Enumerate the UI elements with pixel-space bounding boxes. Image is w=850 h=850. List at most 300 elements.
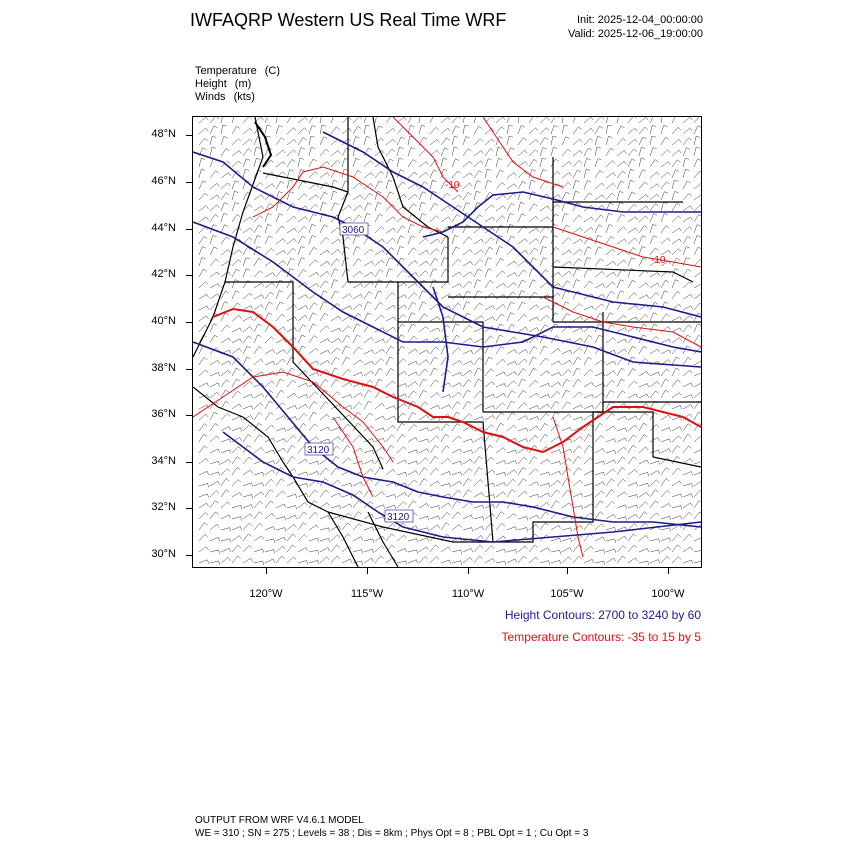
wind-barb	[507, 203, 515, 211]
wind-barb	[507, 292, 516, 299]
wind-barb	[540, 206, 550, 211]
wind-barb	[463, 557, 472, 563]
wind-barb	[562, 161, 572, 167]
wind-barb	[375, 202, 382, 211]
wind-barb	[276, 314, 285, 321]
wind-barb	[694, 171, 701, 178]
wind-barb	[485, 336, 494, 343]
wind-barb	[683, 206, 693, 211]
wind-barb	[496, 283, 506, 288]
wind-barb	[221, 173, 231, 178]
wind-barb	[562, 370, 571, 377]
lat-label-44n: 44°N	[151, 222, 176, 234]
wind-barb	[507, 283, 517, 289]
height-contour	[193, 342, 701, 527]
wind-barb	[342, 458, 351, 464]
wind-barb	[573, 139, 582, 145]
wind-barb	[397, 158, 403, 167]
wind-barb	[430, 506, 440, 510]
wind-barb	[474, 348, 483, 354]
wind-barb	[243, 139, 252, 145]
wind-barb	[298, 306, 308, 311]
wind-barb	[298, 194, 307, 200]
wind-barb	[463, 469, 472, 476]
height-label: 3060	[342, 225, 365, 236]
wind-barb	[661, 479, 669, 487]
wind-barb	[419, 271, 428, 277]
wind-barb	[364, 261, 374, 266]
wind-barb	[364, 527, 374, 531]
wind-barb	[232, 545, 241, 552]
wind-barb	[232, 139, 241, 145]
wind-barb	[573, 280, 580, 288]
wind-barb	[419, 117, 425, 123]
wind-barb	[342, 523, 351, 530]
wind-barb	[683, 181, 691, 189]
wind-barb	[331, 150, 341, 156]
wind-barb	[375, 117, 381, 123]
wind-barb	[551, 437, 561, 442]
wind-barb	[353, 126, 361, 134]
wind-barb	[529, 435, 538, 442]
wind-barb	[496, 258, 504, 266]
wind-barb	[661, 547, 671, 552]
wind-barb	[617, 339, 627, 343]
wind-barb	[199, 458, 208, 464]
field-winds-unit: (kts)	[233, 91, 255, 103]
map-panel[interactable]	[192, 116, 702, 568]
wind-barb	[419, 261, 429, 266]
wind-barb	[353, 195, 363, 200]
wind-barb	[485, 258, 492, 266]
wind-barb	[276, 239, 286, 245]
wind-barb	[243, 505, 253, 509]
wind-barb	[342, 446, 350, 454]
wind-barb	[617, 239, 627, 244]
wind-barb	[210, 195, 220, 200]
wind-barb	[298, 548, 308, 553]
wind-barb	[661, 556, 670, 563]
wind-barb	[331, 427, 341, 431]
wind-barb	[386, 327, 396, 332]
wind-barb	[232, 556, 241, 563]
wind-barb	[661, 390, 669, 398]
wind-barb	[694, 136, 700, 145]
wind-barb	[485, 382, 495, 387]
wind-barb	[232, 480, 241, 487]
wind-barb	[650, 461, 660, 465]
wind-barb	[353, 158, 360, 167]
model-config: WE = 310 ; SN = 275 ; Levels = 38 ; Dis = 8km ; Phys Opt = 8 ; PBL Opt = 1 ; Cu Opt = 3	[195, 828, 589, 839]
wind-barb	[562, 125, 568, 134]
wind-barb	[628, 192, 636, 200]
wind-barb	[650, 136, 656, 145]
wind-barb	[683, 534, 692, 541]
wind-barb	[606, 173, 616, 178]
wind-barb	[540, 358, 549, 365]
wind-barb	[672, 557, 681, 563]
wind-barb	[474, 339, 484, 343]
wind-barb	[507, 361, 517, 365]
wind-barb	[331, 259, 340, 266]
wind-barb	[672, 292, 680, 300]
wind-barb	[320, 261, 330, 266]
wind-barb	[463, 370, 472, 376]
wind-barb	[408, 471, 418, 475]
wind-barb	[628, 457, 637, 464]
wind-barb	[606, 371, 616, 376]
wind-barb	[430, 468, 439, 475]
wind-barb	[650, 204, 658, 211]
wind-barb	[221, 302, 228, 310]
wind-barb	[529, 524, 538, 530]
lon-tick	[668, 568, 669, 574]
wind-barb	[551, 214, 559, 222]
height-contours-legend: Height Contours: 2700 to 3240 by 60	[504, 608, 701, 622]
wind-barb	[551, 412, 559, 420]
wind-barb	[397, 535, 406, 541]
wind-barb	[496, 461, 506, 465]
init-time: Init: 2025-12-04_00:00:00	[577, 14, 703, 26]
wind-barb	[562, 379, 570, 387]
wind-barb	[463, 173, 473, 178]
wind-barb	[309, 204, 318, 211]
wind-barb	[419, 192, 426, 200]
wind-barb	[342, 247, 349, 255]
wind-barb	[507, 425, 516, 431]
wind-barb	[694, 481, 701, 486]
wind-barb	[331, 392, 340, 398]
wind-barb	[639, 216, 648, 222]
wind-barb	[452, 461, 462, 465]
wind-barb	[430, 427, 440, 431]
wind-barb	[639, 194, 648, 200]
wind-barb	[430, 304, 439, 310]
wind-barb	[573, 228, 583, 233]
wind-barb	[562, 261, 572, 266]
wind-barb	[364, 313, 371, 321]
wind-barb	[243, 117, 252, 123]
wind-barb	[408, 391, 417, 398]
wind-barb	[650, 438, 660, 443]
wind-barb	[254, 225, 262, 233]
wind-barb	[650, 160, 658, 167]
wind-barb	[606, 313, 613, 321]
wind-barb	[496, 472, 506, 476]
wind-barb	[408, 172, 417, 178]
wind-barb	[221, 539, 231, 543]
wind-barb	[606, 117, 613, 123]
wind-barb	[397, 247, 404, 256]
wind-barb	[430, 380, 439, 387]
wind-barb	[452, 147, 458, 156]
wind-barb	[221, 502, 230, 508]
wind-barb	[617, 457, 626, 464]
wind-barb	[595, 550, 605, 554]
wind-barb	[639, 460, 649, 464]
wind-barb	[485, 470, 495, 475]
wind-barb	[683, 512, 692, 519]
wind-barb	[496, 413, 504, 421]
wind-barb	[540, 523, 549, 530]
field-height-name: Height	[195, 78, 227, 90]
wind-barb	[573, 405, 583, 409]
wind-barb	[441, 547, 451, 552]
wind-barb	[496, 247, 503, 256]
wind-barb	[485, 546, 494, 552]
wind-barb	[353, 117, 362, 123]
wind-barb	[606, 479, 615, 486]
wind-barb	[364, 539, 374, 543]
wind-barb	[672, 160, 681, 167]
wind-barb	[551, 303, 559, 310]
wind-barb	[551, 480, 560, 486]
wind-barb	[474, 556, 483, 563]
wind-barb	[606, 514, 616, 519]
wind-barb	[276, 250, 286, 255]
wind-barb	[408, 382, 418, 388]
wind-barb	[639, 512, 648, 519]
wind-barb	[562, 503, 572, 508]
wind-barb	[254, 147, 260, 156]
wind-barb	[243, 327, 253, 333]
wind-barb	[364, 193, 373, 200]
wind-barb	[562, 192, 570, 200]
wind-barb	[672, 239, 682, 244]
wind-barb	[452, 524, 461, 530]
wind-barb	[452, 348, 461, 354]
wind-barb	[199, 258, 206, 267]
wind-barb	[331, 545, 340, 552]
wind-barb	[408, 361, 418, 365]
wind-barb	[441, 471, 451, 475]
wind-barb	[628, 159, 636, 167]
wind-barb	[221, 380, 230, 387]
wind-barb	[661, 491, 670, 498]
wind-barb	[562, 281, 570, 288]
wind-barb	[694, 490, 701, 497]
wind-barb	[441, 395, 451, 399]
field-winds-name: Winds	[195, 91, 226, 103]
wind-barb	[562, 402, 570, 409]
wind-barb	[397, 561, 407, 565]
wind-barb	[265, 292, 274, 299]
wind-barb	[584, 269, 591, 277]
wa-or-border	[263, 173, 348, 192]
wind-barb	[694, 461, 701, 465]
wind-barb	[287, 239, 297, 244]
wind-barb	[496, 448, 506, 453]
wind-barb	[419, 327, 429, 333]
wind-barb	[232, 517, 242, 521]
wind-barb	[221, 237, 230, 244]
wind-barb	[419, 468, 427, 475]
wind-barb	[419, 547, 429, 552]
wind-barb	[331, 357, 339, 365]
wind-barb	[408, 224, 414, 233]
wind-barb	[573, 357, 581, 365]
wind-barb	[452, 550, 462, 554]
wind-barb	[221, 426, 231, 431]
wind-barb	[265, 425, 274, 431]
wind-barb	[353, 284, 363, 289]
wind-barb	[210, 171, 219, 178]
wind-barb	[650, 560, 660, 564]
wind-barb	[650, 480, 659, 486]
wind-barb	[331, 280, 338, 288]
wind-barb	[320, 161, 329, 167]
wind-barb	[375, 171, 384, 178]
wind-barb	[672, 357, 680, 365]
wind-barb	[441, 424, 449, 431]
wind-barb	[309, 538, 319, 542]
wind-barb	[353, 537, 363, 541]
wind-barb	[573, 160, 582, 167]
wind-barb	[584, 446, 592, 454]
wind-barb	[507, 224, 514, 233]
wind-barb	[243, 269, 250, 277]
wind-barb	[232, 191, 238, 200]
wind-barb	[320, 326, 329, 332]
wind-barb	[683, 383, 693, 387]
wind-barb	[474, 227, 483, 233]
wind-barb	[397, 460, 407, 464]
wind-barb	[694, 472, 701, 476]
wind-barb	[386, 128, 395, 134]
wind-barb	[243, 357, 251, 365]
wind-barb	[210, 472, 220, 476]
wind-barb	[287, 545, 296, 552]
wind-barb	[254, 305, 264, 311]
wind-barb	[650, 550, 660, 554]
wind-barb	[474, 303, 483, 310]
wind-barb	[243, 558, 253, 563]
wind-barb	[254, 283, 264, 288]
wind-barb	[540, 434, 548, 442]
wind-barb	[408, 204, 417, 211]
wind-barb	[573, 316, 583, 321]
wind-barb	[694, 372, 701, 376]
wind-barb	[540, 413, 549, 420]
wind-barb	[507, 490, 515, 497]
wind-barb	[529, 317, 539, 321]
wind-barb	[617, 227, 626, 233]
wind-barb	[551, 117, 559, 123]
wind-barb	[320, 402, 328, 409]
wind-barb	[375, 556, 384, 563]
wind-barb	[529, 305, 539, 310]
wind-barb	[353, 512, 362, 519]
wind-barb	[628, 305, 638, 310]
wind-barb	[573, 456, 581, 464]
wind-barb	[661, 439, 671, 443]
wind-barb	[661, 379, 669, 387]
wind-barb	[694, 512, 701, 519]
wind-barb	[518, 350, 528, 355]
wind-barb	[540, 117, 549, 123]
wind-barb	[683, 294, 693, 299]
wind-barb	[210, 512, 219, 519]
wind-barb	[507, 381, 516, 387]
wind-barb	[474, 457, 482, 465]
wind-barb	[254, 335, 261, 343]
wind-barb	[408, 480, 417, 486]
wind-barb	[276, 302, 284, 310]
wind-barb	[364, 213, 370, 222]
wind-barb	[694, 259, 701, 266]
wind-barb	[331, 493, 341, 497]
wind-barb	[463, 250, 473, 256]
wind-barb	[331, 117, 338, 123]
wind-barb	[199, 138, 208, 145]
wind-barb	[650, 117, 658, 123]
wind-barb	[298, 523, 307, 530]
wind-barb	[254, 216, 263, 222]
wind-barb	[210, 215, 218, 223]
wind-barb	[573, 150, 582, 156]
wind-barb	[507, 302, 515, 310]
wind-barb	[232, 447, 241, 453]
wind-barb	[419, 162, 429, 167]
wind-barb	[232, 428, 242, 432]
wind-barb	[617, 492, 627, 497]
wind-barb	[474, 269, 482, 277]
lon-label-105w: 105°W	[550, 588, 584, 600]
wind-barb	[254, 523, 263, 530]
wind-barb	[386, 280, 394, 288]
wind-barb	[353, 524, 362, 530]
wind-barb	[529, 357, 537, 365]
wind-barb	[628, 558, 638, 563]
wind-barb	[386, 228, 396, 233]
wind-barb	[694, 402, 701, 409]
wind-barb	[496, 216, 505, 223]
wind-barb	[199, 513, 208, 520]
wind-barb	[298, 148, 305, 157]
wind-barb	[243, 317, 253, 321]
wind-barb	[584, 217, 594, 222]
wind-barb	[309, 461, 319, 465]
wind-barb	[221, 479, 229, 486]
wind-barb	[529, 150, 538, 156]
wind-barb	[408, 424, 417, 431]
wind-barb	[452, 472, 462, 476]
wind-barb	[254, 258, 262, 266]
wind-barb	[232, 328, 242, 332]
wind-barb	[452, 372, 462, 376]
wind-barb	[210, 524, 219, 530]
wind-barb	[661, 202, 667, 211]
wind-barb	[430, 239, 440, 244]
wind-barb	[694, 284, 701, 288]
wind-barb	[298, 236, 306, 244]
wind-barb	[298, 128, 307, 134]
wind-barb	[485, 394, 495, 398]
wind-barb	[551, 450, 561, 454]
wind-barb	[672, 446, 680, 453]
wind-barb	[595, 195, 605, 200]
wind-barb	[397, 137, 405, 145]
wind-barb	[430, 280, 437, 288]
wind-barb	[375, 260, 384, 266]
wind-barb	[452, 512, 461, 519]
wind-barb	[441, 523, 450, 530]
wind-barb	[320, 548, 330, 552]
wind-barb	[364, 272, 374, 277]
wind-barb	[661, 516, 671, 520]
wind-barb	[265, 224, 272, 233]
wind-barb	[595, 247, 602, 255]
